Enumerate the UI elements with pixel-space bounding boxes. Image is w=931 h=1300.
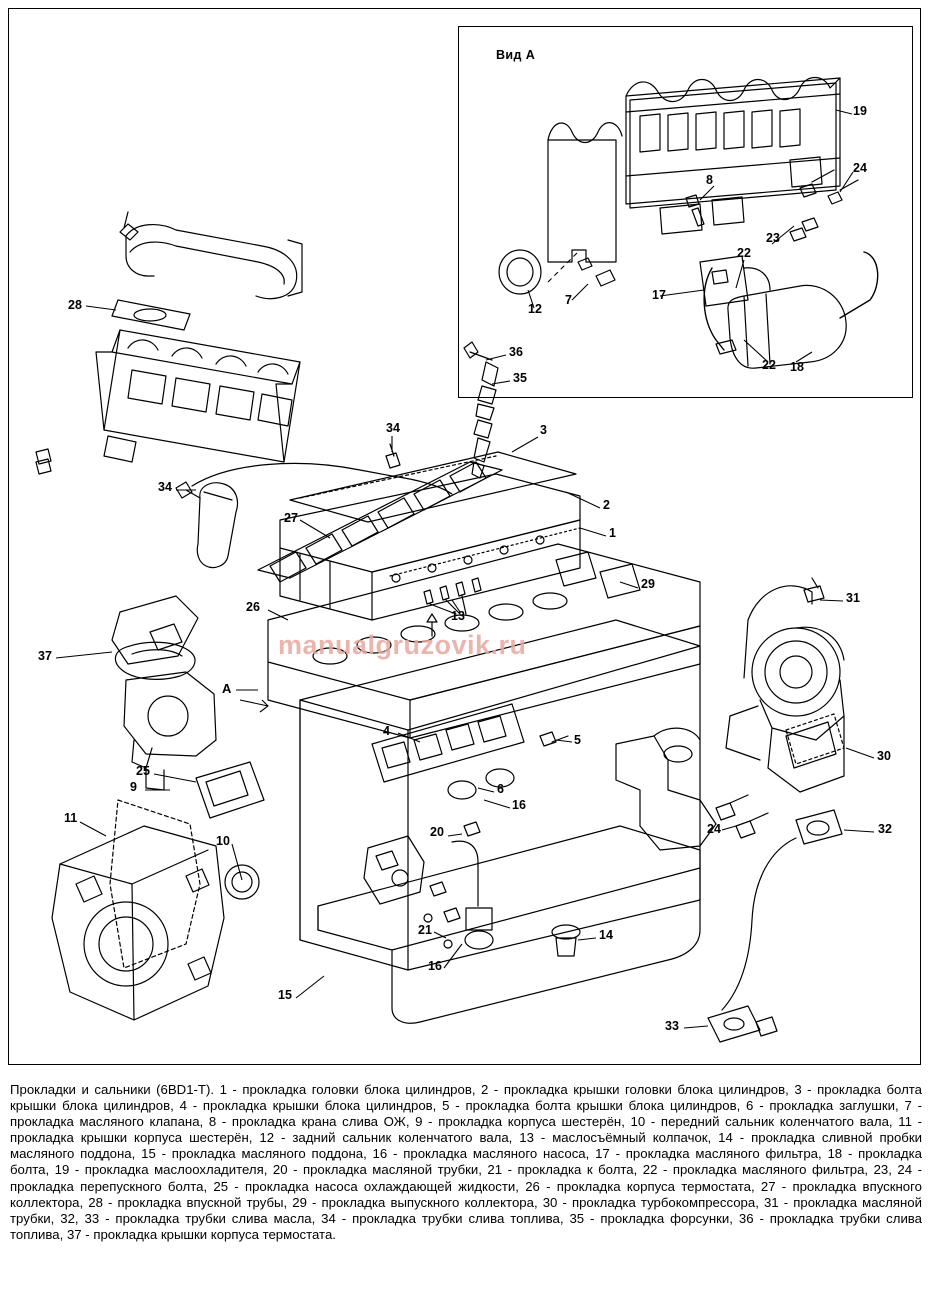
callout-35: 35	[513, 371, 527, 385]
detail-callout-24: 24	[853, 161, 867, 175]
figure-caption: Прокладки и сальники (6BD1-T). 1 - прокладка головки блока цилиндров, 2 - прокладка крышки головки блока цилиндров, 3 - прокладка болта крышки блока цилиндров, 4 - прокладка крышки блока цилиндров, 5 - прокладка болта крышки блока цилиндров, 6 - прокладка заглушки, 7 - прокладка масляного клапана, 8 - прокладка крана слива ОЖ, 9 - прокладка корпуса шестерён, 10 - передний сальник коленчатого вала, 11 - прокладка крышки корпуса шестерён, 12 - задний сальник коленчатого вала, 13 - маслосъёмный колпачок, 14 - прокладка сливной пробки масляного поддона, 15 - прокладка масляного поддона, 16 - прокладка масляного насоса, 17 - прокладка масляного фильтра, 18 - прокладка болта, 19 - прокладка маслоохладителя, 20 - прокладка масляной трубки, 21 - прокладка к болта, 22 - прокладка масляного фильтра, 23, 24 - прокладка перепускного болта, 25 - прокладка насоса охлаждающей жидкости, 26 - прокладка корпуса термостата, 27 - прокладка впускного коллектора, 28 - прокладка впускной трубы, 29 - прокладка выпускного коллектора, 30 - прокладка турбокомпрессора, 31 - прокладка масляной трубки, 32, 33 - прокладка трубки слива масла, 34 - прокладка трубки слива топлива, 35 - прокладка форсунки, 36 - прокладка трубки слива топлива, 37 - прокладка крышки корпуса термостата.	[10, 1082, 922, 1242]
detail-callout-18: 18	[790, 360, 804, 374]
detail-callout-7: 7	[565, 293, 572, 307]
detail-callout-22-upper: 22	[737, 246, 751, 260]
callout-10: 10	[216, 834, 230, 848]
callout-20: 20	[430, 825, 444, 839]
callout-24-lower: 24	[707, 822, 721, 836]
callout-25: 25	[136, 764, 150, 778]
callout-28: 28	[68, 298, 82, 312]
callout-11: 11	[64, 811, 78, 825]
callout-16-lower: 16	[428, 959, 442, 973]
detail-callout-22-lower: 22	[762, 358, 776, 372]
section-letter-a: A	[222, 681, 232, 696]
detail-callout-8: 8	[706, 173, 713, 187]
callout-6: 6	[497, 782, 504, 796]
callout-3: 3	[540, 423, 547, 437]
detail-callout-12: 12	[528, 302, 542, 316]
callout-5: 5	[574, 733, 581, 747]
callout-16-upper: 16	[512, 798, 526, 812]
watermark: manualgruzovik.ru	[278, 630, 527, 660]
callout-4: 4	[383, 724, 390, 738]
callout-27: 27	[284, 511, 298, 525]
callout-30: 30	[877, 749, 891, 763]
callout-1: 1	[609, 526, 616, 540]
callout-13: 13	[451, 609, 465, 623]
callout-31: 31	[846, 591, 860, 605]
detail-callout-23: 23	[766, 231, 780, 245]
detail-view-panel	[458, 26, 913, 398]
callout-15: 15	[278, 988, 292, 1002]
detail-view-label: Вид А	[496, 48, 536, 62]
callout-37: 37	[38, 649, 52, 663]
callout-2: 2	[603, 498, 610, 512]
callout-33: 33	[665, 1019, 679, 1033]
callout-21: 21	[418, 923, 432, 937]
callout-9: 9	[130, 780, 137, 794]
callout-32: 32	[878, 822, 892, 836]
callout-34-left: 34	[158, 480, 172, 494]
callout-36: 36	[509, 345, 523, 359]
callout-34-right: 34	[386, 421, 400, 435]
callout-26: 26	[246, 600, 260, 614]
callout-14: 14	[599, 928, 613, 942]
detail-callout-19: 19	[853, 104, 867, 118]
callout-29: 29	[641, 577, 655, 591]
detail-callout-17: 17	[652, 288, 666, 302]
